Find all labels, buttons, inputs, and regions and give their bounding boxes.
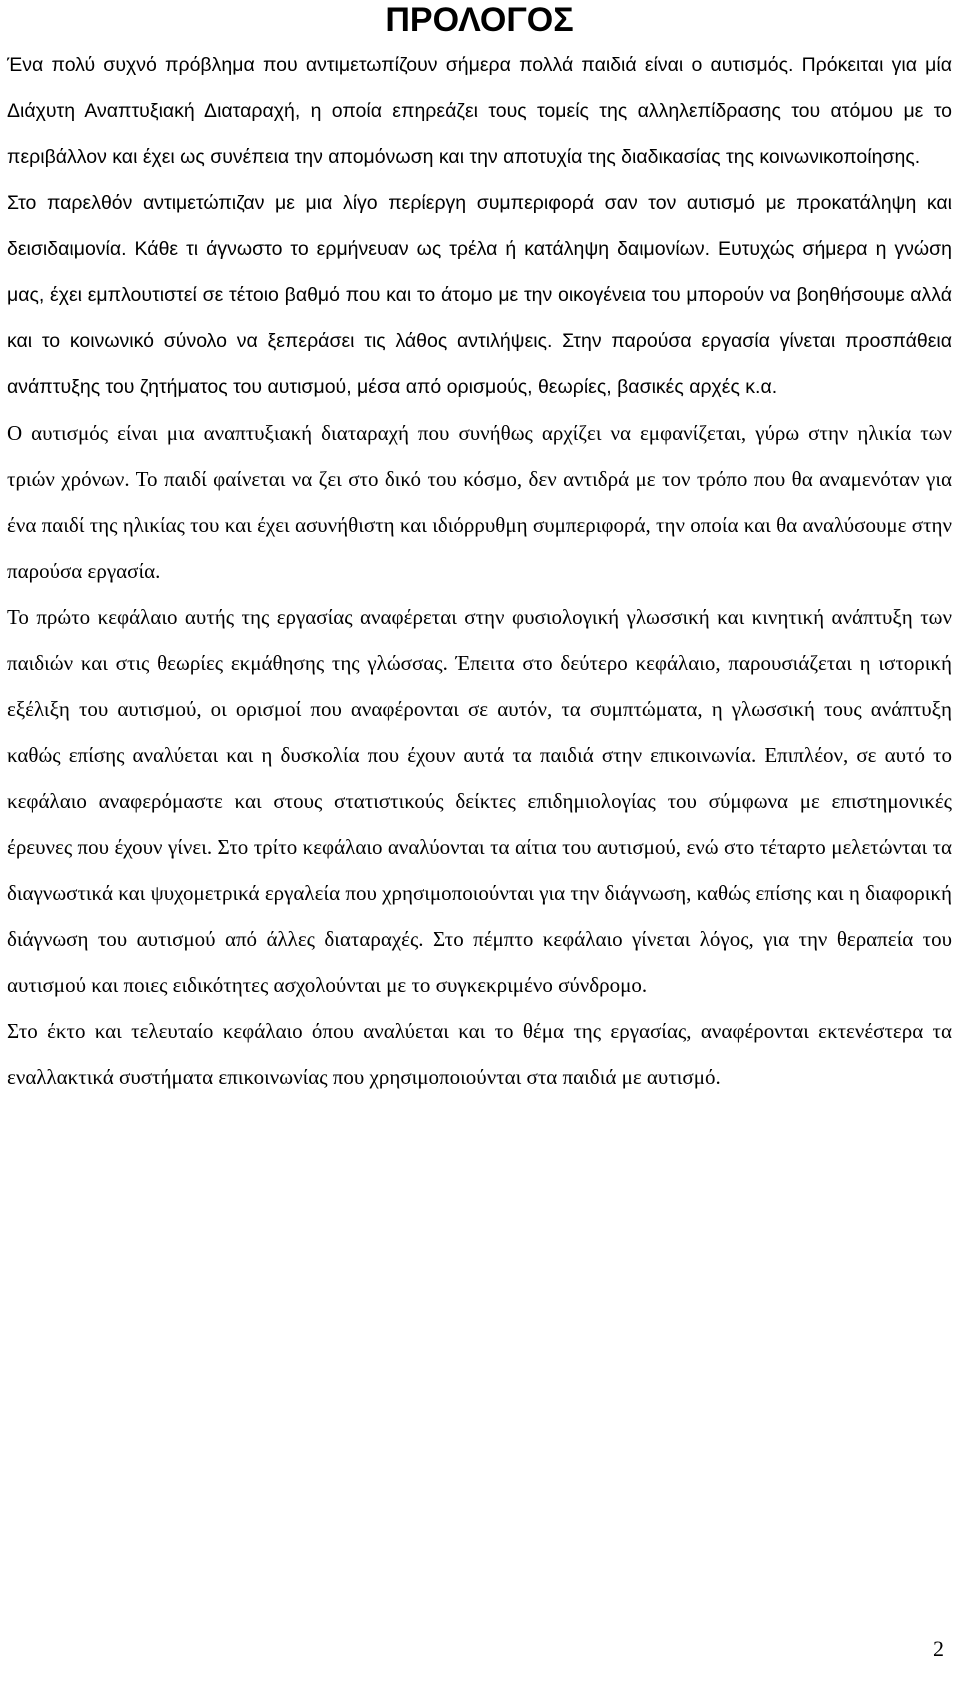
page-title: ΠΡΟΛΟΓΟΣ [385, 1, 574, 39]
page-number: 2 [933, 1636, 944, 1661]
paragraph-chapters-overview: Το πρώτο κεφάλαιο αυτής της εργασίας αναφέρεται στην φυσιολογική γλωσσική και κινητική ανάπτυξη των παιδιών και στις θεωρίες εκμάθησης της γλώσσας. Έπειτα στο δεύτερο κεφάλαιο, παρουσιάζεται η ιστορική εξέλιξη του αυτισμού, οι ορισμοί που αναφέρονται σε αυτόν, τα συμπτώματα, η γλωσσική τους ανάπτυξη καθώς επίσης αναλύεται και η δυσκολία που έχουν αυτά τα παιδιά στην επικοινωνία. Επιπλέον, σε αυτό το κεφάλαιο αναφερόμαστε και στους στατιστικούς δείκτες επιδημιολογίας του σύμφωνα με επιστημονικές έρευνες που έχουν γίνει. Στο τρίτο κεφάλαιο αναλύονται τα αίτια του αυτισμού, ενώ στο τέταρτο μελετώνται τα διαγνωστικά και ψυχομετρικά εργαλεία που χρησιμοποιούνται για την διάγνωση, καθώς επίσης και η διαφορική διάγνωση του αυτισμού από άλλες διαταραχές. Στο πέμπτο κεφάλαιο γίνεται λόγος, για την θεραπεία του αυτισμού και ποιες ειδικότητες ασχολούνται με το συγκεκριμένο σύνδρομο. [7, 605, 952, 997]
paragraph-definition: Ο αυτισμός είναι μια αναπτυξιακή διαταραχή που συνήθως αρχίζει να εμφανίζεται, γύρω στην ηλικία των τριών χρόνων. Το παιδί φαίνεται να ζει στο δικό του κόσμο, δεν αντιδρά με τον τρόπο που θα αναμενόταν για ένα παιδί της ηλικίας του και έχει ασυνήθιστη και ιδιόρρυθμη συμπεριφορά, την οποία και θα αναλύσουμε στην παρούσα εργασία. [7, 421, 952, 583]
paragraph-sixth-chapter: Στο έκτο και τελευταίο κεφάλαιο όπου αναλύεται και το θέμα της εργασίας, αναφέρονται εκτενέστερα τα εναλλακτικά συστήματα επικοινωνίας που χρησιμοποιούνται στα παιδιά με αυτισμό. [7, 1019, 952, 1089]
paragraph-history: Στο παρελθόν αντιμετώπιζαν με μια λίγο περίεργη συμπεριφορά σαν τον αυτισμό με προκατάληψη και δεισιδαιμονία. Κάθε τι άγνωστο το ερμήνευαν ως τρέλα ή κατάληψη δαιμονίων. Ευτυχώς σήμερα η γνώση μας, έχει εμπλουτιστεί σε τέτοιο βαθμό που και το άτομο με την οικογένεια του μπορούν να βοηθήσουμε αλλά και το κοινωνικό σύνολο να ξεπεράσει τις λάθος αντιλήψεις. Στην παρούσα εργασία γίνεται προσπάθεια ανάπτυξης του ζητήματος του αυτισμού, μέσα από ορισμούς, θεωρίες, βασικές αρχές κ.α. [7, 192, 952, 398]
paragraph-intro: Ένα πολύ συχνό πρόβλημα που αντιμετωπίζουν σήμερα πολλά παιδιά είναι ο αυτισμός. Πρόκειται για μία Διάχυτη Αναπτυξιακή Διαταραχή, η οποία επηρεάζει τους τομείς της αλληλεπίδρασης του ατόμου με το περιβάλλον και έχει ως συνέπεια την απομόνωση και την αποτυχία της διαδικασίας της κοινωνικοποίησης. [7, 54, 952, 168]
